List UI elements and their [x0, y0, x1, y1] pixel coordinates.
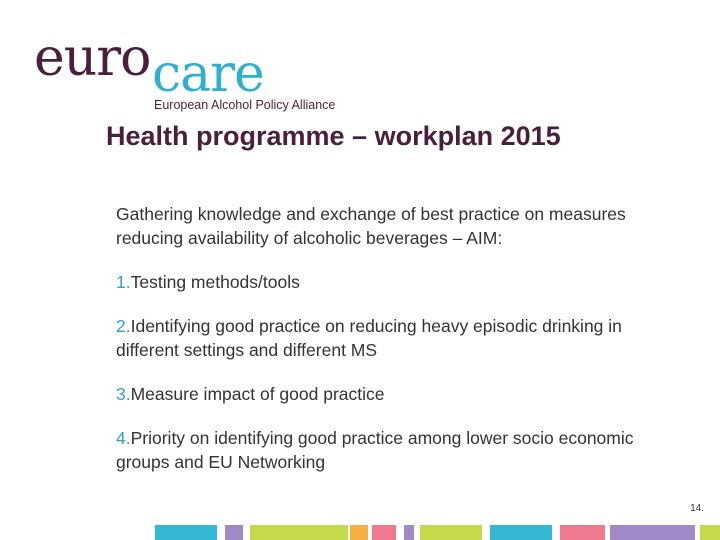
logo-tagline: European Alcohol Policy Alliance	[154, 98, 336, 112]
eurocare-logo	[34, 28, 364, 116]
list-item-number: 1.	[116, 272, 131, 292]
list-item	[116, 270, 676, 294]
list-item-number: 2.	[116, 316, 131, 336]
bar-segment	[350, 525, 368, 540]
bar-segment	[225, 525, 243, 540]
bar-segment	[250, 525, 348, 540]
list-item	[116, 314, 676, 362]
logo-text-euro: euro	[34, 28, 151, 88]
bar-segment	[490, 525, 552, 540]
intro-text: Gathering knowledge and exchange of best practice on measures reducing availability of alcoholic beverages – AIM:	[116, 204, 626, 248]
list-item	[116, 426, 676, 474]
bar-segment	[610, 525, 695, 540]
list-item	[116, 382, 676, 406]
bar-segment	[560, 525, 605, 540]
slide-content	[116, 202, 676, 474]
list-item-text: Measure impact of good practice	[130, 384, 385, 404]
logo-text-care: care	[152, 44, 264, 104]
bar-segment	[700, 525, 720, 540]
bar-segment	[372, 525, 396, 540]
list-item-text: Testing methods/tools	[130, 272, 300, 292]
page-number: 14.	[690, 503, 704, 514]
bar-segment	[155, 525, 217, 540]
list-item-text: Identifying good practice on reducing heavy episodic drinking in different settings and different MS	[116, 316, 622, 360]
bar-segment	[420, 525, 482, 540]
bar-segment	[404, 525, 414, 540]
slide-title: Health programme – workplan 2015	[106, 121, 561, 151]
list-item-number: 4.	[116, 428, 131, 448]
list-item-number: 3.	[116, 384, 131, 404]
decorative-color-bar	[0, 525, 720, 540]
list-item-text: Priority on identifying good practice among lower socio economic groups and EU Networking	[116, 428, 634, 472]
